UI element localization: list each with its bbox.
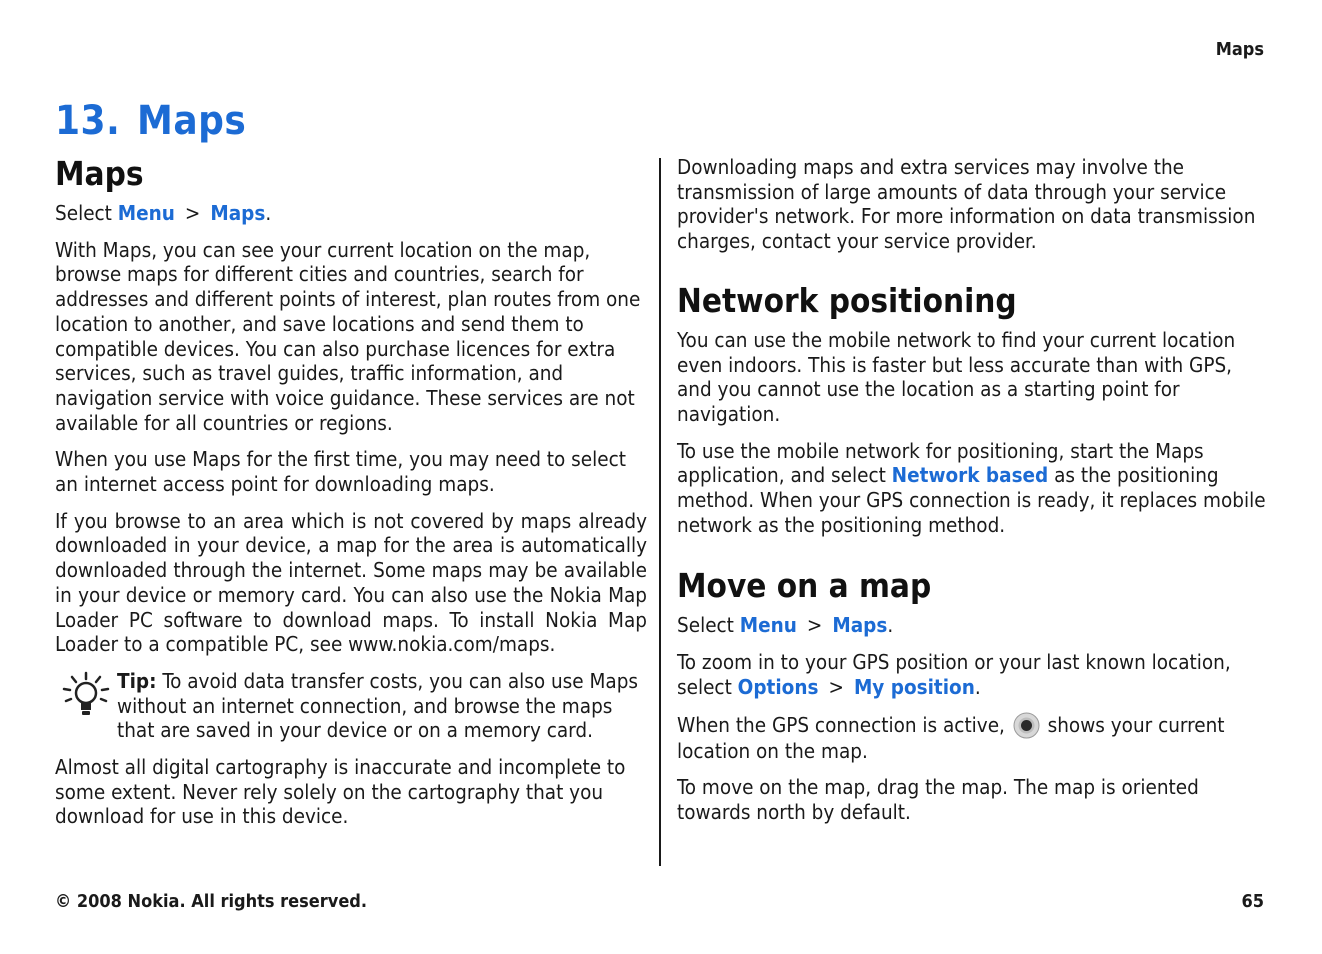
left-column [55, 155, 647, 841]
section-heading-move-on-map: Move on a map [677, 566, 932, 606]
chapter-title-text: Maps [137, 98, 247, 144]
paragraph-network-1: You can use the mobile network to find your current location even indoors. This is faster but less accurate than with GPS, and you cannot use the location as a starting point for navigation. [677, 327, 1236, 426]
network-based-link[interactable]: Network based [891, 463, 1049, 488]
select-prefix: Select [55, 201, 112, 225]
section-heading-network-positioning: Network positioning [677, 280, 1017, 320]
maps-link[interactable]: Maps [832, 613, 888, 638]
menu-link[interactable]: Menu [739, 613, 797, 638]
tip-body: To avoid data transfer costs, you can also use Maps without an internet connection, and browse the maps that are saved in your device or on a memory card. [117, 668, 639, 743]
options-link[interactable]: Options [737, 674, 819, 699]
paragraph-data-transfer: Downloading maps and extra services may involve the transmission of large amounts of data through your service provider's network. For more information on data transmission charges, contact your service provider. [677, 155, 1256, 254]
right-column [677, 155, 1271, 837]
select-path [55, 201, 647, 226]
tip-box [55, 669, 647, 743]
paragraph-download: If you browse to an area which is not covered by maps already downloaded in your device, a map for the area is automatically downloaded through the internet. Some maps may be available in your device or memory card. You can also use the Nokia Map Loader PC software to download maps. To install Nokia Map Loader to a compatible PC, see www.nokia.com/maps. [55, 508, 647, 657]
chapter-title [55, 98, 246, 144]
tip-text [117, 669, 647, 743]
zoom-text-post: . [974, 674, 981, 699]
paragraph-drag-map: To move on the map, drag the map. The map is oriented towards north by default. [677, 775, 1199, 824]
gps-text-post: shows your current location on the map. [677, 712, 1225, 763]
gps-position-icon [1013, 712, 1040, 739]
maps-link[interactable]: Maps [210, 201, 266, 225]
running-header: Maps [1215, 39, 1264, 60]
paragraph-intro: With Maps, you can see your current location on the map, browse maps for different cities and countries, search for addresses and different points of interest, plan routes from one location to another, and save locations and send them to compatible devices. You can also purchase licences for extra services, such as travel guides, traffic information, and navigation service with voice guidance. These services are not available for all countries or regions. [55, 237, 641, 435]
select-suffix: . [887, 613, 894, 638]
column-divider [659, 158, 661, 866]
select-suffix: . [265, 201, 272, 225]
paragraph-cartography: Almost all digital cartography is inaccurate and incomplete to some extent. Never rely solely on the cartography that you download for use in this device. [55, 755, 626, 829]
zoom-text-pre: To zoom in to your GPS position or your last known location, select [677, 650, 1231, 699]
select-path-move [677, 613, 1271, 638]
network-text-pre: To use the mobile network for positioning, start the Maps application, and select [677, 438, 1204, 488]
page-number: 65 [1241, 891, 1264, 912]
network-text-post: as the positioning method. When your GPS connection is ready, it replaces mobile network as the positioning method. [677, 463, 1266, 537]
gps-text-pre: When the GPS connection is active, [677, 712, 1011, 737]
chapter-number: 13. [55, 98, 121, 144]
paragraph-zoom [677, 650, 1271, 699]
paragraph-first-time: When you use Maps for the first time, you may need to select an internet access point for downloading maps. [55, 447, 626, 497]
paragraph-network-2 [677, 439, 1271, 538]
footer-copyright: © 2008 Nokia. All rights reserved. [55, 891, 368, 912]
tip-label: Tip: [117, 668, 157, 693]
lightbulb-icon [55, 671, 117, 717]
section-heading-maps: Maps [55, 154, 144, 193]
menu-link[interactable]: Menu [117, 201, 175, 225]
my-position-link[interactable]: My position [853, 674, 975, 699]
path-separator: > [184, 201, 201, 225]
select-prefix: Select [677, 613, 734, 638]
paragraph-gps-active [677, 712, 1271, 764]
path-separator: > [828, 674, 844, 699]
path-separator: > [806, 613, 823, 638]
